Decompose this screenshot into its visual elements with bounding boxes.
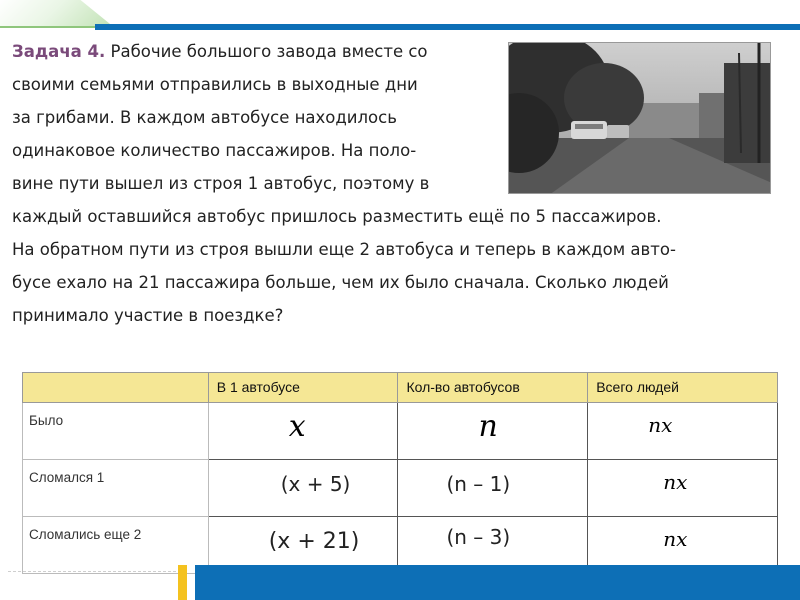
cell-buses: (n – 3) <box>398 517 588 574</box>
bottom-dashed-line <box>8 571 176 572</box>
cell-total: nx <box>588 517 778 574</box>
top-decoration <box>0 0 800 30</box>
table-row <box>23 460 778 517</box>
cell-per-bus: (x + 5) <box>208 460 398 517</box>
top-blue-line <box>95 24 800 30</box>
table-header-row <box>23 373 778 403</box>
problem-line-3: за грибами. В каждом автобусе находилось <box>12 108 397 127</box>
table-header-blank <box>23 373 209 403</box>
problem-line-4: одинаковое количество пассажиров. На поло- <box>12 141 417 160</box>
cell-total: nx <box>588 403 778 460</box>
row-label: Было <box>23 403 209 460</box>
table-header-total: Всего людей <box>588 373 778 403</box>
table-row <box>23 403 778 460</box>
problem-line-9: принимало участие в поездке? <box>12 306 284 325</box>
problem-line-2: своими семьями отправились в выходные дни <box>12 75 418 94</box>
problem-line-6: каждый оставшийся автобус пришлось разместить ещё по 5 пассажиров. <box>12 207 662 226</box>
cell-buses: n <box>398 403 588 460</box>
problem-line-1: Задача 4. Рабочие большого завода вместе со <box>12 42 428 61</box>
cell-per-bus: x <box>208 403 398 460</box>
bottom-yellow-stripe <box>178 565 187 600</box>
table-header-per-bus: В 1 автобусе <box>208 373 398 403</box>
cell-per-bus: (x + 21) <box>208 517 398 574</box>
problem-heading: Задача 4. <box>12 42 106 61</box>
problem-line-7: На обратном пути из строя вышли еще 2 автобуса и теперь в каждом авто- <box>12 240 676 259</box>
cell-total: nx <box>588 460 778 517</box>
table-header-bus-count: Кол-во автобусов <box>398 373 588 403</box>
data-table <box>22 372 778 574</box>
row-label: Сломался 1 <box>23 460 209 517</box>
photo-illustration <box>509 43 771 194</box>
street-bus-photo <box>508 42 771 194</box>
row-label: Сломались еще 2 <box>23 517 209 574</box>
bottom-blue-bar <box>195 565 800 600</box>
problem-line-8: бусе ехало на 21 пассажира больше, чем их было сначала. Сколько людей <box>12 273 669 292</box>
problem-line-5: вине пути вышел из строя 1 автобус, поэтому в <box>12 174 430 193</box>
bottom-decoration <box>0 565 800 600</box>
cell-buses: (n – 1) <box>398 460 588 517</box>
